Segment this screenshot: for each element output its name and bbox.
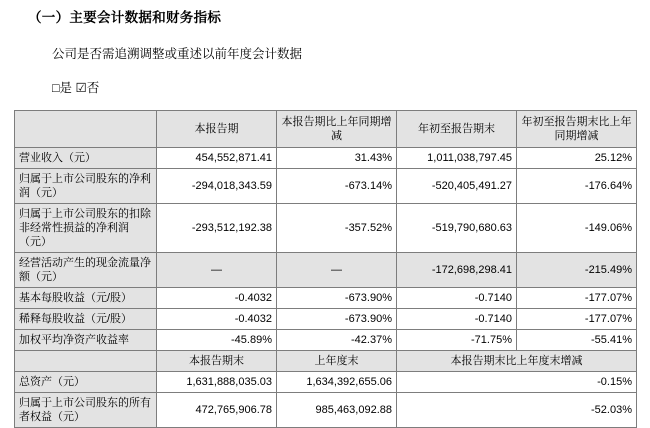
row-value: — — [157, 253, 277, 288]
row-label: 加权平均净资产收益率 — [15, 330, 157, 351]
column-header-current-period: 本报告期 — [157, 111, 277, 148]
column-header-current-period-change: 本报告期比上年同期增减 — [277, 111, 397, 148]
row-value: -673.90% — [277, 309, 397, 330]
row-value: -177.07% — [517, 288, 637, 309]
row-label: 稀释每股收益（元/股） — [15, 309, 157, 330]
row-label: 总资产（元） — [15, 372, 157, 393]
table-header-row — [15, 111, 637, 148]
subheader-change: 本报告期末比上年度末增减 — [397, 351, 637, 372]
table-row — [15, 204, 637, 253]
row-value: -45.89% — [157, 330, 277, 351]
column-header-ytd: 年初至报告期末 — [397, 111, 517, 148]
row-value: -149.06% — [517, 204, 637, 253]
row-value: 1,634,392,655.06 — [277, 372, 397, 393]
table-row — [15, 330, 637, 351]
row-value: -0.4032 — [157, 309, 277, 330]
table-row — [15, 393, 637, 428]
table-row — [15, 148, 637, 169]
row-value: -0.4032 — [157, 288, 277, 309]
column-header-ytd-change: 年初至报告期末比上年同期增减 — [517, 111, 637, 148]
row-label: 基本每股收益（元/股） — [15, 288, 157, 309]
row-value: -673.90% — [277, 288, 397, 309]
row-value: -172,698,298.41 — [397, 253, 517, 288]
row-value: -55.41% — [517, 330, 637, 351]
row-value: 1,631,888,035.03 — [157, 372, 277, 393]
row-value: -0.15% — [397, 372, 637, 393]
row-value: — — [277, 253, 397, 288]
financial-table — [14, 110, 637, 428]
row-label: 归属于上市公司股东的扣除非经常性损益的净利润（元） — [15, 204, 157, 253]
question-text: 公司是否需追溯调整或重述以前年度会计数据 — [52, 47, 303, 61]
subheader-blank — [15, 351, 157, 372]
table-subheader-row — [15, 351, 637, 372]
row-value: -294,018,343.59 — [157, 169, 277, 204]
document-page — [0, 8, 650, 422]
page-title: （一）主要会计数据和财务指标 — [28, 10, 222, 25]
row-label: 营业收入（元） — [15, 148, 157, 169]
column-header-blank — [15, 111, 157, 148]
row-value: -176.64% — [517, 169, 637, 204]
row-value: -520,405,491.27 — [397, 169, 517, 204]
row-value: -177.07% — [517, 309, 637, 330]
row-value: -42.37% — [277, 330, 397, 351]
row-value: -293,512,192.38 — [157, 204, 277, 253]
row-value: 454,552,871.41 — [157, 148, 277, 169]
table-row — [15, 169, 637, 204]
table-row — [15, 309, 637, 330]
subheader-period-end: 本报告期末 — [157, 351, 277, 372]
row-value: -0.7140 — [397, 288, 517, 309]
table-row — [15, 253, 637, 288]
row-value: -52.03% — [397, 393, 637, 428]
row-label: 经营活动产生的现金流量净额（元） — [15, 253, 157, 288]
row-value: -357.52% — [277, 204, 397, 253]
subheader-prior-year-end: 上年度末 — [277, 351, 397, 372]
row-value: 25.12% — [517, 148, 637, 169]
row-value: 472,765,906.78 — [157, 393, 277, 428]
row-label: 归属于上市公司股东的所有者权益（元） — [15, 393, 157, 428]
row-value: 1,011,038,797.45 — [397, 148, 517, 169]
table-row — [15, 288, 637, 309]
table-row — [15, 372, 637, 393]
row-value: -519,790,680.63 — [397, 204, 517, 253]
row-label: 归属于上市公司股东的净利润（元） — [15, 169, 157, 204]
row-value: -673.14% — [277, 169, 397, 204]
row-value: -215.49% — [517, 253, 637, 288]
row-value: 985,463,092.88 — [277, 393, 397, 428]
row-value: -71.75% — [397, 330, 517, 351]
row-value: -0.7140 — [397, 309, 517, 330]
checkbox-answer[interactable]: □是 ☑否 — [52, 81, 100, 95]
row-value: 31.43% — [277, 148, 397, 169]
